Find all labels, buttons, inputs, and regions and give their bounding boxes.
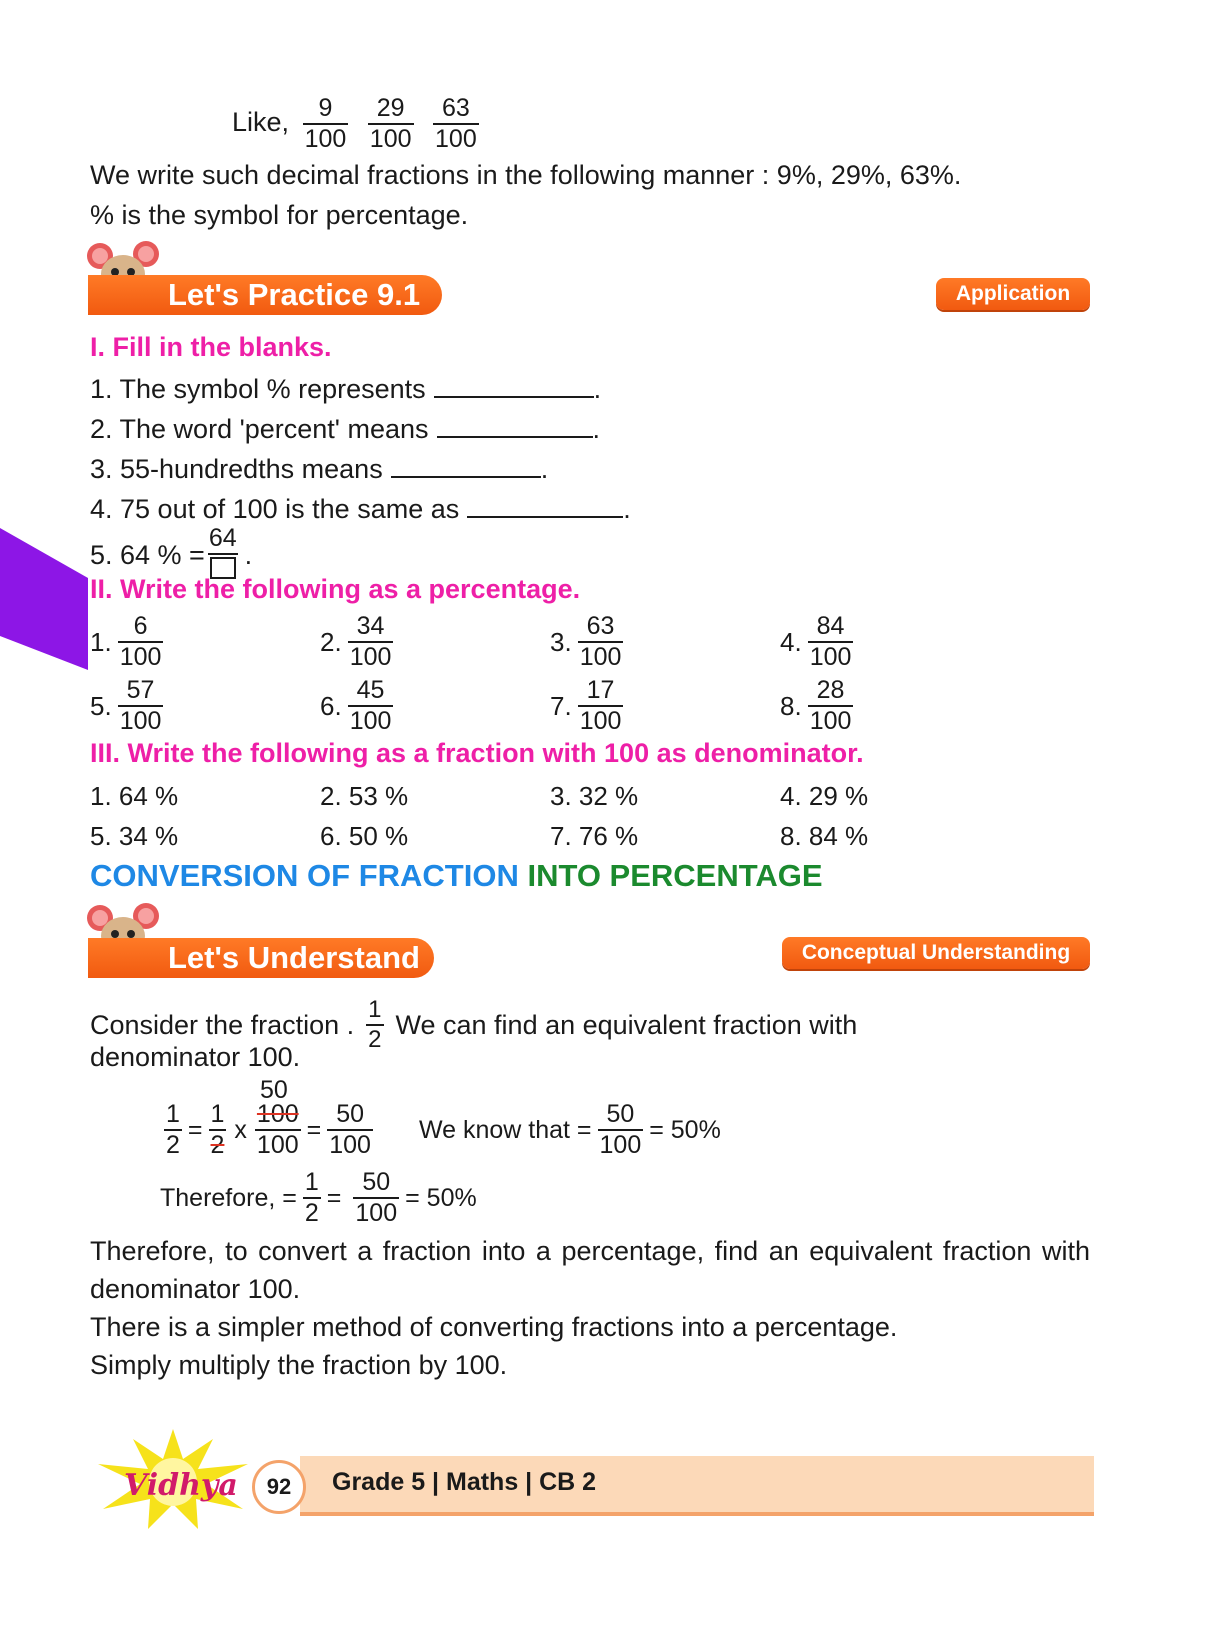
- therefore-line: Therefore, = $\frac{1}{2}$ = $\frac{50}{100}$ = 50%: [160, 1168, 477, 1227]
- grid-item: 8. 84 %: [780, 820, 869, 851]
- section-title: I. Fill in the blanks.: [90, 332, 332, 362]
- page-number: 92: [252, 1460, 306, 1514]
- grid-item: 3. 32 %: [550, 780, 639, 811]
- fraction: 64: [207, 526, 239, 584]
- consider-line: Consider the fraction . $\frac{1}{2}$ We can find an equivalent fraction with: [90, 996, 858, 1053]
- like-line: [232, 96, 485, 152]
- list-item: 4. 75 out of 100 is the same as .: [90, 494, 631, 524]
- conceptual-tag: Conceptual Understanding: [782, 937, 1090, 969]
- like-label: Like,: [232, 107, 290, 138]
- application-tag: Application: [936, 278, 1090, 310]
- brand-logo: Vidhya: [124, 1468, 238, 1503]
- list-item: 1. The symbol % represents .: [90, 374, 602, 404]
- grid-item: 1. 64 %: [90, 780, 179, 811]
- grid-item: 8. $\frac{28}{100}$: [780, 676, 852, 735]
- section-title: II. Write the following as a percentage.: [90, 574, 581, 604]
- grid-item: 2. $\frac{34}{100}$: [320, 612, 392, 671]
- fraction: $\frac{9}{100}$: [304, 94, 347, 153]
- answer-blank[interactable]: [437, 414, 593, 438]
- section-title: III. Write the following as a fraction with 100 as denominator.: [90, 738, 864, 768]
- list-item: 3. 55-hundredths means .: [90, 454, 549, 484]
- grid-item: 7. 76 %: [550, 820, 639, 851]
- paragraph: There is a simpler method of converting fractions into a percentage.: [90, 1312, 898, 1342]
- grid-item: 2. 53 %: [320, 780, 409, 811]
- answer-blank[interactable]: [391, 454, 541, 478]
- grid-item: 3. $\frac{63}{100}$: [550, 612, 622, 671]
- grid-item: 7. $\frac{17}{100}$: [550, 676, 622, 735]
- grid-item: 4. 29 %: [780, 780, 869, 811]
- calc-above: 50: [260, 1076, 288, 1104]
- calculation: $\frac{1}{2}$ = $\frac{1}{2}$ x $\frac{100}{100}$ = $\frac{50}{100}$ We know that = $\frac{50}{100}$ = 50%: [166, 1100, 721, 1159]
- grid-item: 6. $\frac{45}{100}$: [320, 676, 392, 735]
- footer-title: Grade 5 | Maths | CB 2: [332, 1468, 597, 1496]
- grid-item: 6. 50 %: [320, 820, 409, 851]
- fraction-grid: [90, 776, 1010, 856]
- side-tab: [0, 528, 88, 670]
- list-item: 2. The word 'percent' means .: [90, 414, 601, 444]
- grid-item: 4. $\frac{84}{100}$: [780, 612, 852, 671]
- practice-banner: Let's Practice 9.1: [88, 275, 442, 315]
- fraction: $\frac{29}{100}$: [369, 94, 412, 153]
- grid-item: 5. $\frac{57}{100}$: [90, 676, 162, 735]
- fraction: $\frac{63}{100}$: [435, 94, 477, 153]
- answer-blank[interactable]: [467, 494, 623, 518]
- percentage-grid: [90, 610, 1010, 738]
- answer-blank[interactable]: [434, 374, 594, 398]
- fraction: $\frac{1}{2}$: [368, 996, 382, 1053]
- grid-item: 1. $\frac{6}{100}$: [90, 612, 162, 671]
- grid-item: 5. 34 %: [90, 820, 179, 851]
- intro-line-2: % is the symbol for percentage.: [90, 200, 469, 230]
- consider-line-2: denominator 100.: [90, 1042, 301, 1072]
- paragraph: Therefore, to convert a fraction into a percentage, find an equivalent fraction with denominator 100.: [90, 1236, 1090, 1304]
- section-heading: CONVERSION OF FRACTION INTO PERCENTAGE: [90, 858, 823, 893]
- intro-line-1: We write such decimal fractions in the following manner : 9%, 29%, 63%.: [90, 160, 962, 190]
- understand-banner: Let's Understand: [88, 938, 434, 978]
- list-item: 5. 64 % = 64 .: [90, 526, 252, 584]
- paragraph: Simply multiply the fraction by 100.: [90, 1350, 508, 1380]
